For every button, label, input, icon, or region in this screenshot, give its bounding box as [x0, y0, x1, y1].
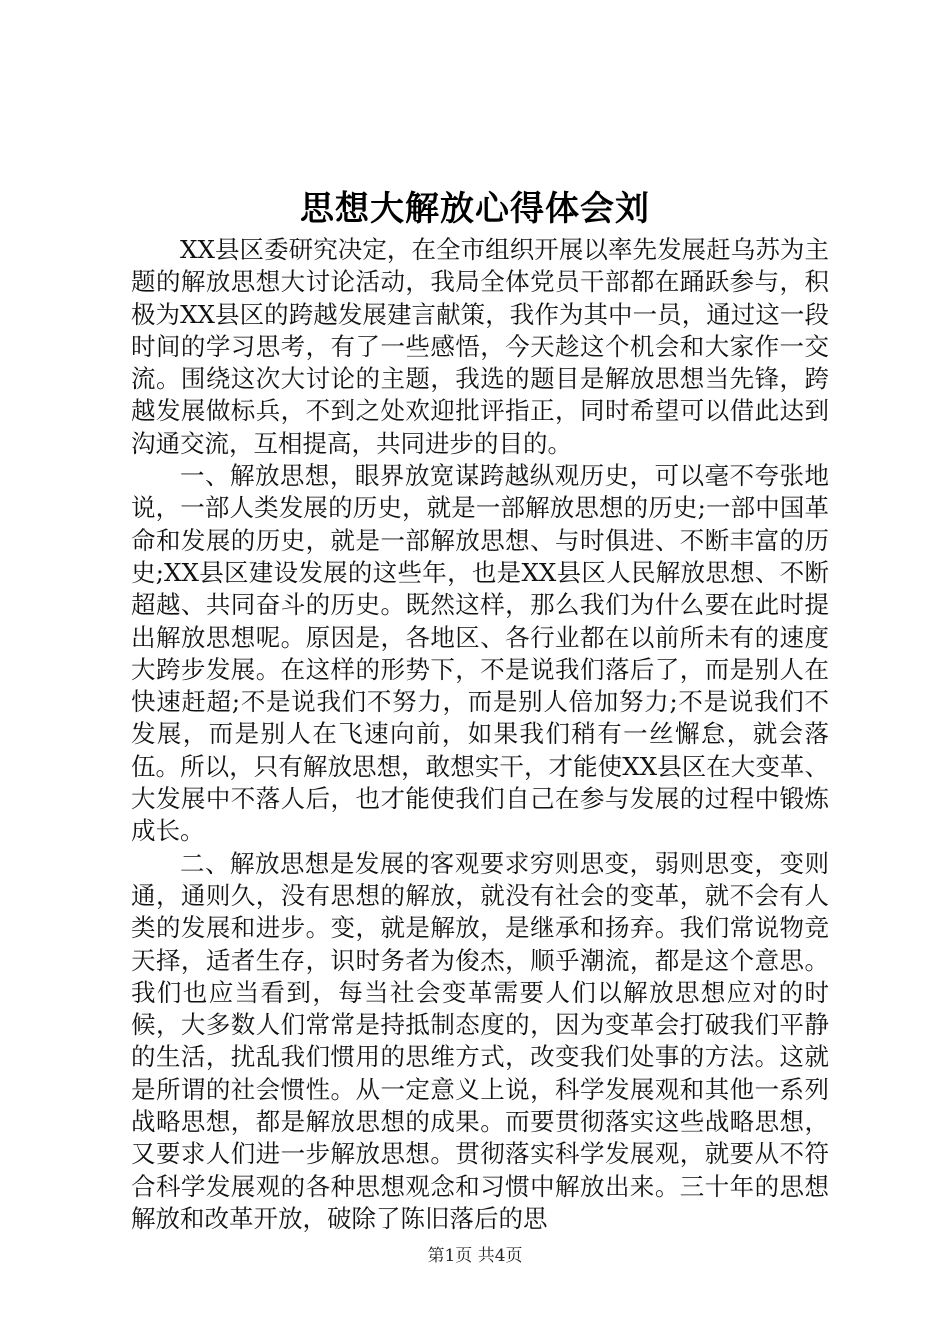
paragraph-intro: XX县区委研究决定，在全市组织开展以率先发展赶乌苏为主题的解放思想大讨论活动，我局全体党员干部都在踊跃参与，积极为XX县区的跨越发展建言献策，我作为其中一员，通过这一段时间的学习思考，有了一些感悟，今天趁这个机会和大家作一交流。围绕这次大讨论的主题，我选的题目是解放思想当先锋，跨越发展做标兵，不到之处欢迎批评指正，同时希望可以借此达到沟通交流，互相提高，共同进步的目的。: [131, 235, 829, 458]
document-body: [131, 234, 829, 1235]
document-title: 思想大解放心得体会刘: [300, 189, 650, 229]
page-number-footer: 第1页 共4页: [427, 1246, 523, 1266]
paragraph-section-two: 二、解放思想是发展的客观要求穷则思变，弱则思变，变则通，通则久，没有思想的解放，就没有社会的变革，就不会有人类的发展和进步。变，就是解放，是继承和扬弃。我们常说物竞天择，适者生存，识时务者为俊杰，顺乎潮流，都是这个意思。我们也应当看到，每当社会变革需要人们以解放思想应对的时候，大多数人们常常是持抵制态度的，因为变革会打破我们平静的生活，扰乱我们惯用的思维方式，改变我们处事的方法。这就是所谓的社会惯性。从一定意义上说，科学发展观和其他一系列战略思想，都是解放思想的成果。而要贯彻落实这些战略思想，又要求人们进一步解放思想。贯彻落实科学发展观，就要从不符合科学发展观的各种思想观念和习惯中解放出来。三十年的思想解放和改革开放，破除了陈旧落后的思: [131, 848, 829, 1233]
paragraph-section-one: 一、解放思想，眼界放宽谋跨越纵观历史，可以毫不夸张地说，一部人类发展的历史，就是一部解放思想的历史;一部中国革命和发展的历史，就是一部解放思想、与时俱进、不断丰富的历史;XX县区建设发展的这些年，也是XX县区人民解放思想、不断超越、共同奋斗的历史。既然这样，那么我们为什么要在此时提出解放思想呢。原因是，各地区、各行业都在以前所未有的速度大跨步发展。在这样的形势下，不是说我们落后了，而是别人在快速赶超;不是说我们不努力，而是别人倍加努力;不是说我们不发展，而是别人在飞速向前，如果我们稍有一丝懈怠，就会落伍。所以，只有解放思想，敢想实干，才能使XX县区在大变革、大发展中不落人后，也才能使我们自己在参与发展的过程中锻炼成长。: [131, 461, 829, 846]
